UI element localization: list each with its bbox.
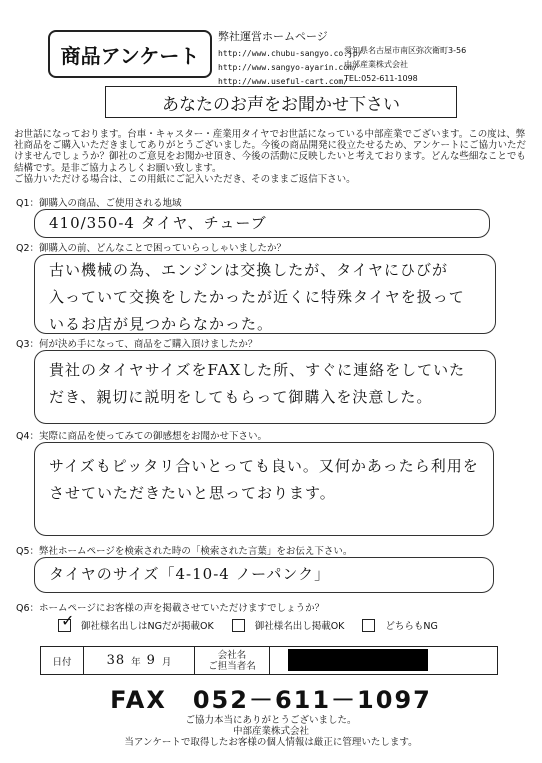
answer-5-field[interactable]: タイヤのサイズ「4-10-4 ノーパンク」 [34, 557, 494, 593]
answer-4-field[interactable]: サイズもピッタリ合いとっても良い。又何かあったら利用を させていただきたいと思っております。 [34, 442, 494, 536]
date-month-value: 9 [146, 653, 156, 668]
option-1-label: 御社様名出しはNGだが掲載OK [81, 621, 214, 632]
date-field[interactable] [84, 647, 195, 674]
banner-heading: あなたのお声をお聞かせ下さい [105, 86, 457, 118]
option-2-checkbox[interactable] [232, 619, 245, 632]
question-1: Q1：御購入の商品、ご使用される地域 [16, 198, 182, 209]
question-4: Q4：実際に商品を使ってみての御感想をお聞かせ下さい。 [16, 431, 268, 442]
url-2[interactable]: http://www.sangyo-ayarin.com/ [218, 63, 358, 72]
date-year-value: 38 [106, 653, 126, 668]
redaction-block [288, 649, 428, 671]
option-2-label: 御社様名出し掲載OK [254, 621, 345, 632]
person-label: 会社名 ご担当者名 [195, 647, 270, 674]
intro-text: お世話になっております。台車・キャスター・産業用タイヤでお世話になっている中部産業でございます。この度は、弊社商品をご購入いただきましてありがとうございました。今後の商品開発に役立たせるため、アンケートにご協力いただけませんでしょうか？御社のご意見をお聞かせ頂き、今後の活動に反映したいと考えております。どんな些細なことでも結構です。是非ご協力よろしくお願い致します。 ご協力いただける場合は、この用紙にご記入いただき、そのままご返信下さい。 [14, 129, 527, 185]
company-name: 中部産業株式会社 [344, 60, 408, 69]
question-3: Q3：何が決め手になって、商品をご購入頂けましたか？ [16, 339, 258, 350]
thanks-text: ご協力本当にありがとうございました。 [185, 715, 357, 726]
question-6: Q6：ホームページにお客様の声を掲載させていただけますでしょうか？ [16, 603, 325, 614]
footer-company: 中部産業株式会社 [232, 726, 309, 737]
date-month-unit: 月 [161, 656, 172, 668]
company-address-block [344, 44, 466, 86]
check-mark-icon: ✓ [61, 610, 75, 630]
option-3-label: どちらもNG [385, 621, 438, 632]
homepage-block [218, 28, 363, 89]
answer-2-field[interactable]: 古い機械の為、エンジンは交換したが、タイヤにひびが 入っていて交換をしたかったが近くに特殊タイヤを扱って いるお店が見つからなかった。 [34, 254, 496, 334]
question-2: Q2：御購入の前、どんなことで困っていらっしゃいましたか？ [16, 243, 287, 254]
publish-options [58, 610, 438, 632]
answer-1-field[interactable]: 410/350-4 タイヤ、チューブ [34, 209, 490, 238]
privacy-note: 当アンケートで取得したお客様の個人情報は厳正に管理いたします。 [124, 737, 418, 748]
answer-3-field[interactable]: 貴社のタイヤサイズをFAXした所、すぐに連絡をしていた だき、親切に説明をしてもらって御購入を決意した。 [34, 350, 496, 424]
date-label: 日付 [41, 647, 84, 674]
person-field[interactable] [270, 647, 497, 674]
option-1-checkbox[interactable] [58, 610, 75, 632]
url-1[interactable]: http://www.chubu-sangyo.co.jp/ [218, 49, 363, 58]
option-3-checkbox[interactable] [362, 619, 375, 632]
signature-table [40, 646, 498, 675]
url-3[interactable]: http://www.useful-cart.com/ [218, 77, 349, 86]
question-5: Q5：弊社ホームページを検索された時の「検索された言葉」をお伝え下さい。 [16, 546, 353, 557]
company-tel: TEL:052-611-1098 [344, 74, 418, 83]
homepage-heading: 弊社運営ホームページ [218, 30, 328, 43]
form-title: 商品アンケート [48, 30, 212, 78]
company-address: 愛知県名古屋市南区弥次衛町3-56 [344, 46, 467, 55]
fax-number: FAX 052－611－1097 [110, 686, 432, 714]
date-year-unit: 年 [131, 656, 141, 668]
